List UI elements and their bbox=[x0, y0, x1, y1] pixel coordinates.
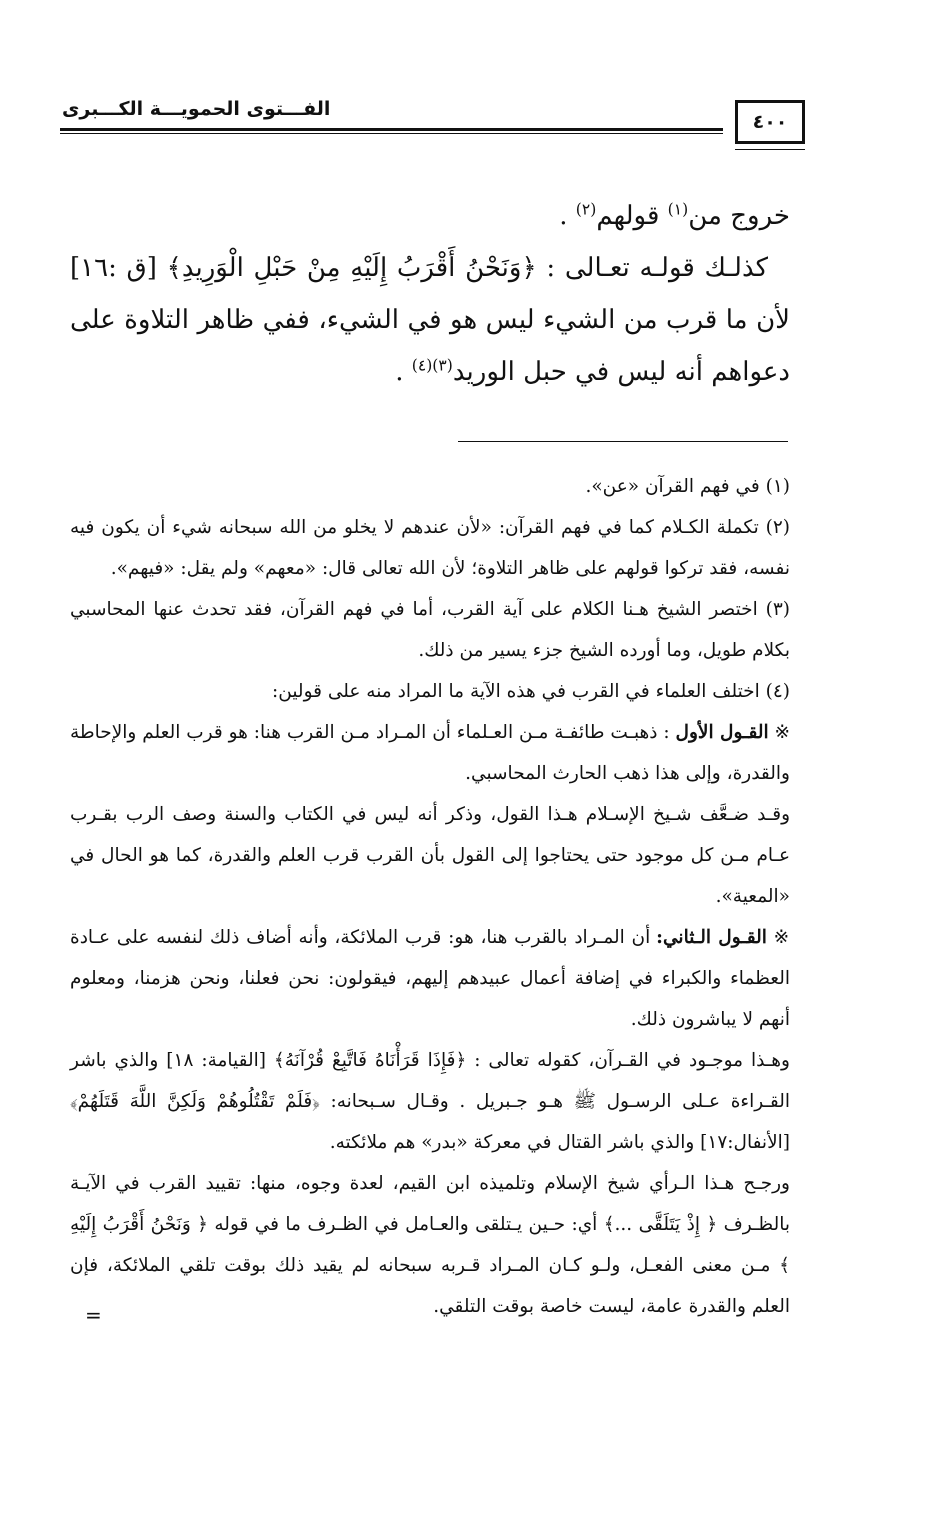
main-text-segment: قولهم bbox=[596, 201, 668, 231]
running-header bbox=[60, 92, 805, 154]
footnote-ref: (٣)(٤) bbox=[411, 356, 453, 375]
footnote-4-opinion-1-cont: وقـد ضـعَّف شـيخ الإسـلام هـذا القول، وذكر أنه ليس في الكتاب والسنة وصف الرب بقـرب عـام مـن كل موجود حتى يحتاجوا إلى القول بأن القرب قرب العلم والقدرة، كما هو الحال في «المعية». bbox=[70, 804, 790, 907]
footnote-4: (٤) اختلف العلماء في القرب في هذه الآية ما المراد منه على قولين: bbox=[272, 681, 790, 702]
footnote-4-preference: ورجـح هـذا الـرأي شيخ الإسلام وتلميذه ابن القيم، لعدة وجوه، منها: تقييد القرب في الآيـة بالظـرف ﴿ إِذْ يَتَلَقَّى ...﴾ أي: حـين يـتلقى والعـامل في الظـرف ما في قوله ﴿ وَنَحْنُ أَقْرَبُ إِلَيْهِ ﴾ مـن معنى الفعـل، ولـو كـان المـراد قـربه سبحانه لم يقيد ذلك بوقت تلقي الملائكة، فإن العلم والقدرة عامة، ليست خاصة بوقت التلقي. bbox=[70, 1173, 790, 1317]
main-text-segment: خروج من bbox=[688, 201, 790, 231]
main-text-segment: . bbox=[559, 201, 576, 231]
footnote-1: (١) في فهم القرآن «عن». bbox=[585, 476, 790, 497]
main-text-segment: . bbox=[395, 357, 412, 387]
footnote-4-opinion-2-cont: وهـذا موجـود في القـرآن، كقوله تعالى : ﴿فَإِذَا قَرَأْنَاهُ فَاتَّبِعْ قُرْآنَهُ﴾ [القيامة: ١٨] والذي باشر القـراءة عـلى الرسـول ﷺ هـو جـبريل . وقـال سـبحانه: ﴿فَلَمْ تَقْتُلُوهُمْ وَلَكِنَّ اللَّهَ قَتَلَهُمْ﴾ [الأنفال:١٧] والذي باشر القتال في معركة «بدر» هم ملائكته. bbox=[70, 1050, 790, 1153]
continuation-mark: = bbox=[85, 1303, 102, 1327]
footnote-divider bbox=[458, 441, 788, 442]
opinion-label: القـول الـثاني: bbox=[656, 927, 767, 948]
main-text-segment: كذلـك قولـه تعـالى : ﴿وَنَحْنُ أَقْرَبُ إِلَيْهِ مِنْ حَبْلِ الْوَرِيدِ﴾ [ق :١٦] لأن ما قرب من الشيء ليس هو في الشيء، ففي ظاهر التلاوة على دعواهم أنه ليس في حبل الوريد bbox=[70, 253, 790, 387]
footnote-ref: (١) bbox=[667, 200, 689, 219]
footnotes bbox=[70, 466, 790, 1327]
footnote-4-opinion-1: ※ القـول الأول : ذهبـت طائفـة مـن العـلماء أن المـراد مـن القرب هنا: هو قرب العلم والإحاطة والقدرة، وإلى هذا ذهب الحارث المحاسبي. bbox=[70, 722, 791, 784]
opinion-text: أن المـراد بالقرب هنا، هو: قرب الملائكة، وأنه أضاف ذلك لنفسه على عـادة العظماء والكبراء في إضافة أعمال عبيدهم إليهم، فيقولون: نحن فعلنا، ونحن هزمنا، ومعلوم أنهم لا يباشرون ذلك. bbox=[70, 927, 790, 1030]
header-rule bbox=[60, 128, 723, 131]
main-text bbox=[70, 190, 790, 398]
opinion-label: القـول الأول bbox=[675, 722, 769, 743]
main-line-1 bbox=[70, 190, 790, 242]
main-paragraph-2 bbox=[70, 242, 790, 398]
opinion-text: : ذهبـت طائفـة مـن العـلماء أن المـراد مـن القرب هنا: هو قرب العلم والإحاطة والقدرة، وإلى هذا ذهب الحارث المحاسبي. bbox=[70, 722, 790, 784]
footnote-ref: (٢) bbox=[575, 200, 597, 219]
book-title: الفـــتوى الحمويـــة الكـــبرى bbox=[62, 98, 331, 120]
header-rule-thin bbox=[60, 133, 723, 134]
footnote-3: (٣) اختصر الشيخ هـنا الكلام على آية القرب، أما في فهم القرآن، فقد تحدث عنها المحاسبي بكلام طويل، وما أورده الشيخ جزء يسير من ذلك. bbox=[70, 599, 790, 661]
footnote-2: (٢) تكملة الكـلام كما في فهم القرآن: «لأن عندهم لا يخلو من الله سبحانه شيء أن يكون فيه نفسه، فقد تركوا قولهم على ظاهر التلاوة؛ لأن الله تعالى قال: «معهم» ولم يقل: «فيهم». bbox=[70, 517, 790, 579]
footnote-4-opinion-2: ※ القـول الـثاني: أن المـراد بالقرب هنا، هو: قرب الملائكة، وأنه أضاف ذلك لنفسه على عـادة العظماء والكبراء في إضافة أعمال عبيدهم إليهم، فيقولون: نحن فعلنا، ونحن هزمنا، ومعلوم أنهم لا يباشرون ذلك. bbox=[70, 927, 790, 1030]
page-number: ٤٠٠ bbox=[735, 100, 805, 144]
